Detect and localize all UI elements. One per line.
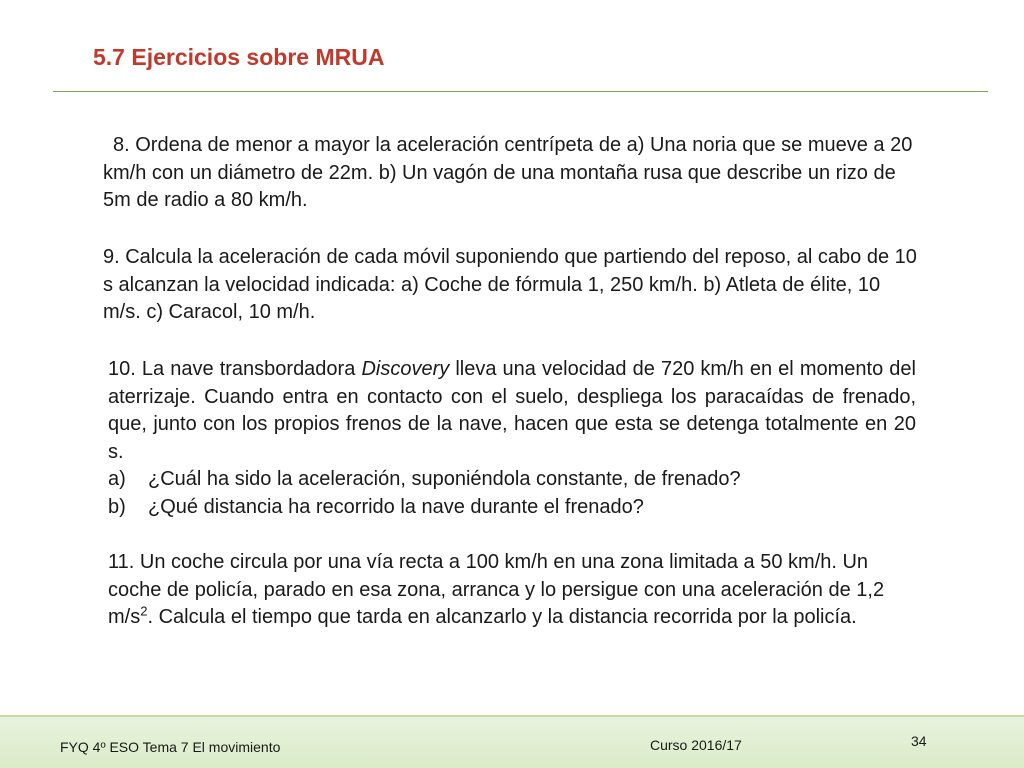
exercise-10 [108, 356, 916, 521]
exercise-9: 9. Calcula la aceleración de cada móvil suponiendo que partiendo del reposo, al cabo de 10 s alcanzan la velocidad indicada: a) Coche de fórmula 1, 250 km/h. b) Atleta de élite, 10 m/s. c) Caracol, 10 m/h. [103, 246, 917, 323]
exercise-8 [103, 132, 913, 215]
exercise-10-intro: 10. La nave transbordadora Discovery lleva una velocidad de 720 km/h en el momento del aterrizaje. Cuando entra en contacto con el suelo, despliega los paracaídas de frenado, que, junto con los propios frenos de la nave, hacen que esta se detenga totalmente en 20 s. [108, 358, 916, 463]
exercise-10-question-a: a) ¿Cuál ha sido la aceleración, suponiéndola constante, de frenado? [108, 468, 741, 490]
exercise-8-text: 8. Ordena de menor a mayor la aceleración centrípeta de a) Una noria que se mueve a 20 km/h con un diámetro de 22m. b) Un vagón de una montaña rusa que describe un rizo de 5m de radio a 80 km/h. [103, 134, 913, 211]
page-number: 34 [911, 733, 927, 749]
footer-course-topic: FYQ 4º ESO Tema 7 El movimiento [60, 739, 281, 755]
title-divider [53, 91, 988, 92]
exponent: 2 [140, 603, 148, 619]
footer-school-year: Curso 2016/17 [650, 737, 742, 753]
exercise-11: 11. Un coche circula por una vía recta a 100 km/h en una zona limitada a 50 km/h. Un coche de policía, parado en esa zona, arranca y lo persigue con una aceleración de 1,2 $m/s^2$. Calcula el tiempo que tarda en alcanzarlo y la distancia recorrida por la policía. [108, 551, 885, 628]
exercise-10-question-b: b) ¿Qué distancia ha recorrido la nave durante el frenado? [108, 495, 644, 518]
slide-title: 5.7 Ejercicios sobre MRUA [93, 44, 385, 70]
ship-name: Discovery [361, 358, 450, 380]
